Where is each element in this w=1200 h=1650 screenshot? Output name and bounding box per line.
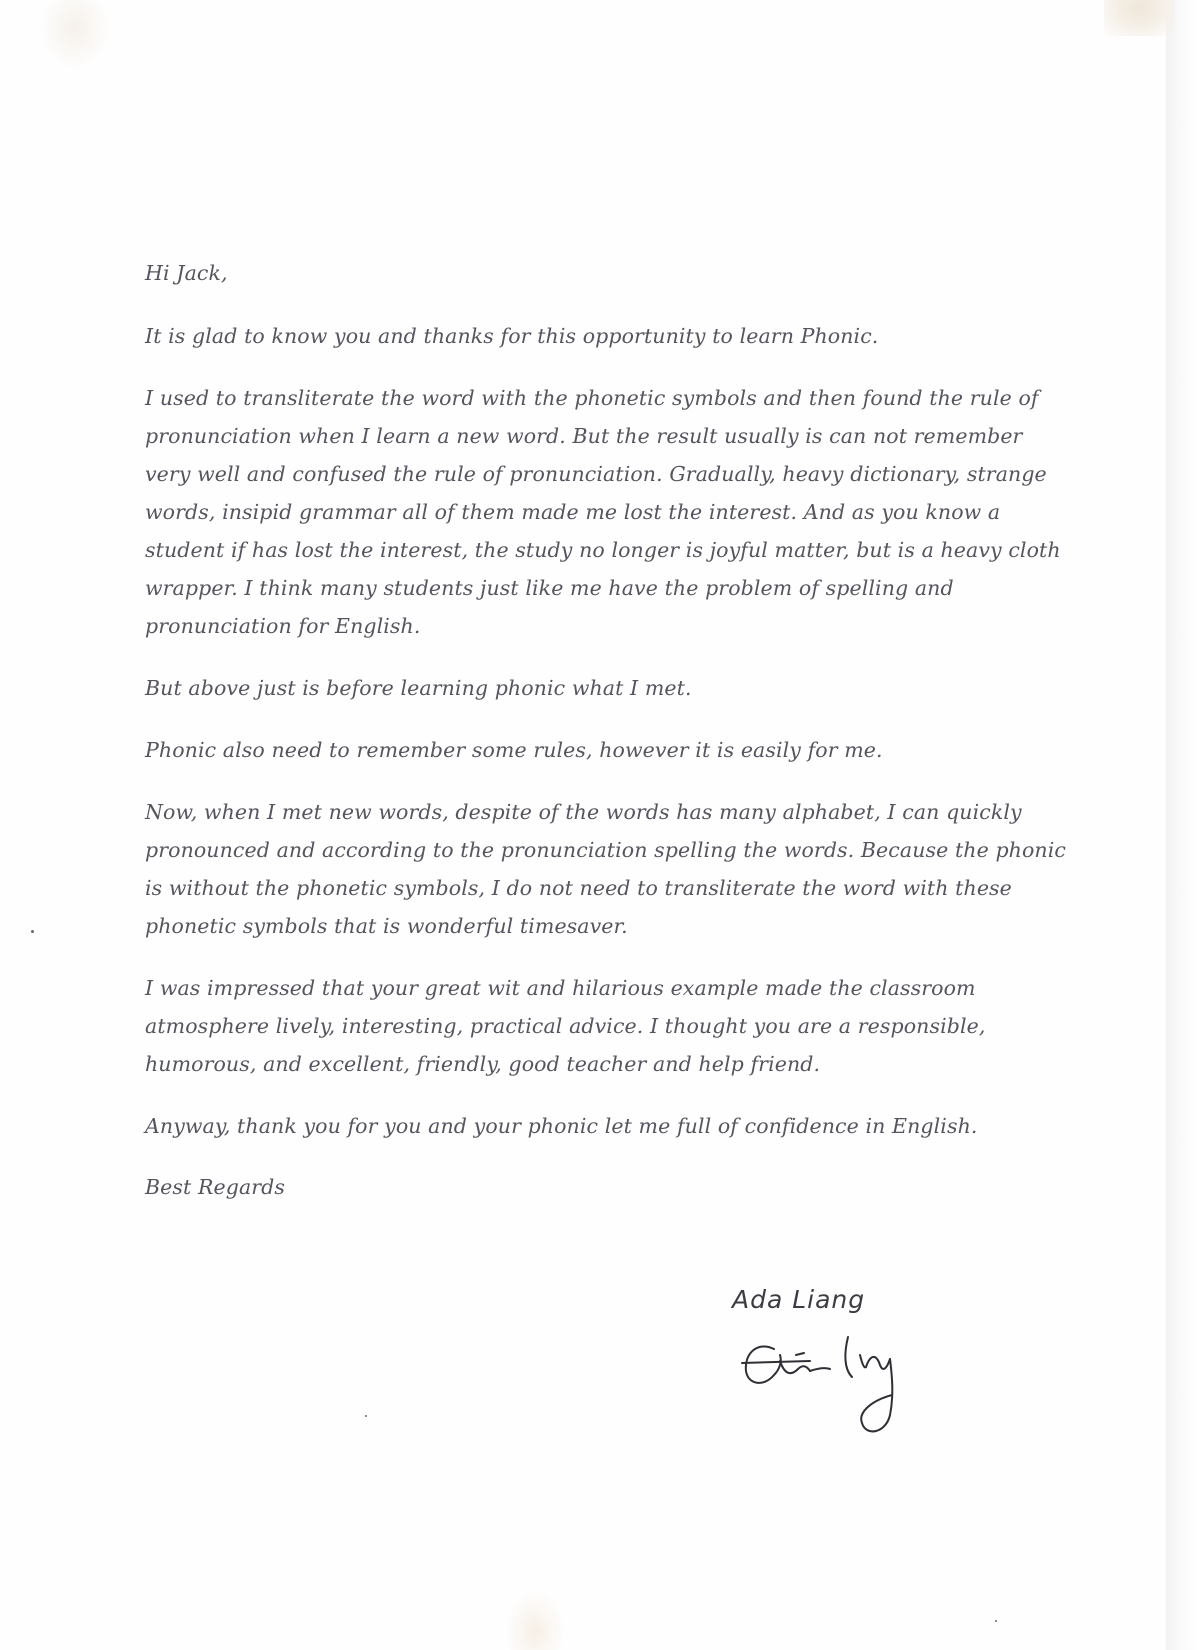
paper-stain — [1104, 0, 1174, 36]
printed-name: Ada Liang — [732, 1285, 866, 1314]
letter-body — [145, 255, 1070, 1205]
letter-paragraph: Now, when I met new words, despite of the words has many alphabet, I can quickly pronounced and according to the pronunciation spelling the words. Because the phonic is without the phonetic symbols, I do not need to transliterate the word with these phonetic symbols that is wonderful timesaver. — [145, 800, 1066, 938]
paper-speck — [995, 1620, 997, 1622]
letter-greeting: Hi Jack, — [145, 261, 228, 285]
paper-edge-shadow — [1166, 0, 1200, 1650]
letter-paragraph: But above just is before learning phonic what I met. — [145, 676, 692, 700]
letter-closing: Best Regards — [145, 1175, 286, 1199]
letter-paragraph: Anyway, thank you for you and your phonic let me full of confidence in English. — [145, 1114, 978, 1138]
letter-paragraph: I was impressed that your great wit and hilarious example made the classroom atmosphere lively, interesting, practical advice. I thought you are a responsible, humorous, and excellent, friendly, good teacher and help friend. — [145, 976, 986, 1076]
letter-paragraph: I used to transliterate the word with the phonetic symbols and then found the rule of pronunciation when I learn a new word. But the result usually is can not remember very well and confused the rule of pronunciation. Gradually, heavy dictionary, strange words, insipid grammar all of them made me lost the interest. And as you know a student if has lost the interest, the study no longer is joyful matter, but is a heavy cloth wrapper. I think many students just like me have the problem of spelling and pronunciation for English. — [145, 386, 1061, 638]
paper-speck — [365, 1415, 367, 1417]
handwritten-signature — [740, 1325, 940, 1455]
paper-stain — [505, 1590, 565, 1650]
paper-stain — [40, 0, 110, 70]
paper-speck — [31, 930, 34, 933]
letter-paragraph: Phonic also need to remember some rules, however it is easily for me. — [145, 738, 883, 762]
letter-paragraph: It is glad to know you and thanks for this opportunity to learn Phonic. — [145, 324, 879, 348]
